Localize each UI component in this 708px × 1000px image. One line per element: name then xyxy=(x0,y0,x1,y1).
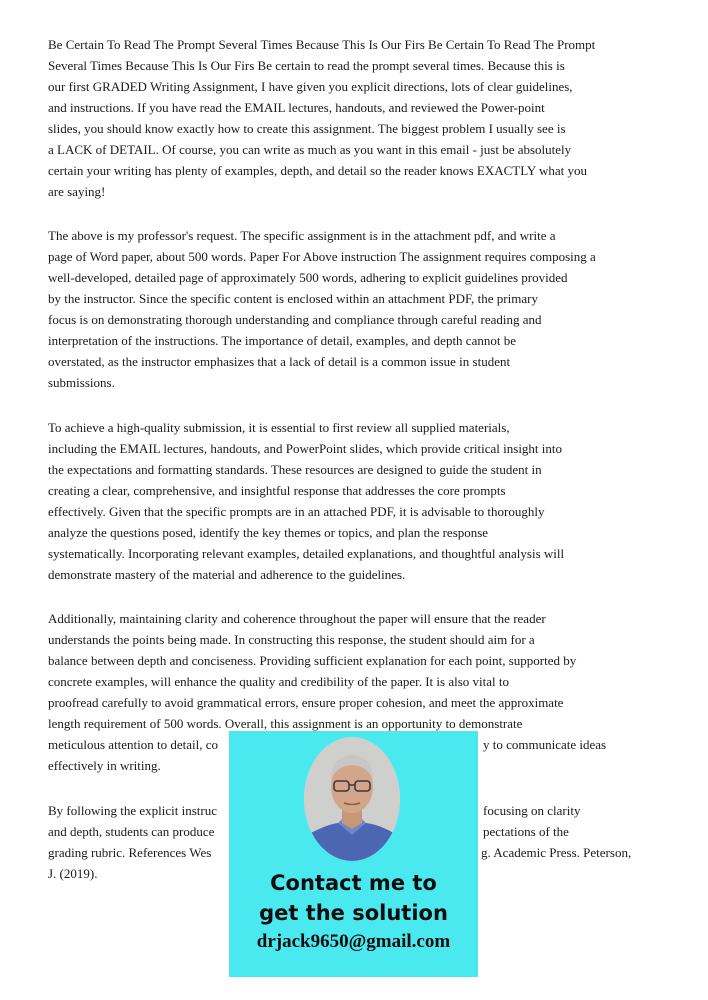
text-line: creating a clear, comprehensive, and insightful response that addresses the core prompts xyxy=(48,483,506,498)
text-line: interpretation of the instructions. The importance of detail, examples, and depth cannot be xyxy=(48,333,516,348)
text-line: By following the explicit instruc xyxy=(48,803,217,818)
text-line: understands the points being made. In constructing this response, the student should aim for a xyxy=(48,632,535,647)
text-line: proofread carefully to avoid grammatical errors, ensure proper cohesion, and meet the approximate xyxy=(48,695,564,710)
text-line: meticulous attention to detail, co xyxy=(48,737,219,752)
text-line: To achieve a high-quality submission, it is essential to first review all supplied materials, xyxy=(48,420,510,435)
text-line: focus is on demonstrating thorough understanding and compliance through careful reading and xyxy=(48,312,542,327)
text-line: certain your writing has plenty of examples, depth, and detail so the reader knows EXACTLY what you xyxy=(48,163,588,178)
text-line: well-developed, detailed page of approximately 500 words, adhering to explicit guidelines provided xyxy=(48,270,568,285)
text-line: Additionally, maintaining clarity and coherence throughout the paper will ensure that the reader xyxy=(48,611,546,626)
text-fragment: focusing on clarity xyxy=(483,803,581,818)
text-line: analyze the questions posed, identify the key themes or topics, and plan the response xyxy=(48,525,489,540)
text-line: and instructions. If you have read the EMAIL lectures, handouts, and reviewed the Power-point xyxy=(48,100,545,115)
ad-headline-line1: Contact me to xyxy=(270,871,437,895)
text-line: overstated, as the instructor emphasizes that a lack of detail is a common issue in student xyxy=(48,354,511,369)
text-line: effectively. Given that the specific prompts are in an attached PDF, it is advisable to thoroughly xyxy=(48,504,545,519)
text-line: by the instructor. Since the specific content is enclosed within an attachment PDF, the primary xyxy=(48,291,538,306)
text-line: submissions. xyxy=(48,375,115,390)
text-line: Several Times Because This Is Our Firs Be certain to read the prompt several times. Because this is xyxy=(48,58,565,73)
text-line: concrete examples, will enhance the quality and credibility of the paper. It is also vital to xyxy=(48,674,509,689)
text-fragment: g. Academic Press. Peterson, xyxy=(481,845,632,860)
text-line: page of Word paper, about 500 words. Paper For Above instruction The assignment requires composing a xyxy=(48,249,596,264)
text-line: slides, you should know exactly how to create this assignment. The biggest problem I usually see is xyxy=(48,121,566,136)
text-line: systematically. Incorporating relevant examples, detailed explanations, and thoughtful analysis will xyxy=(48,546,565,561)
text-line: and depth, students can produce xyxy=(48,824,215,839)
text-line: our first GRADED Writing Assignment, I have given you explicit directions, lots of clear guidelines, xyxy=(48,79,573,94)
person-photo-illustration xyxy=(304,737,400,861)
text-line: are saying! xyxy=(48,184,106,199)
text-line: the expectations and formatting standards. These resources are designed to guide the student in xyxy=(48,462,542,477)
text-line: demonstrate mastery of the material and adherence to the guidelines. xyxy=(48,567,406,582)
text-line: length requirement of 500 words. Overall, this assignment is an opportunity to demonstrate xyxy=(48,716,523,731)
text-fragment: y to communicate ideas xyxy=(483,737,607,752)
text-line: Be Certain To Read The Prompt Several Times Because This Is Our Firs Be Certain To Read The Prompt xyxy=(48,37,596,52)
contact-email-link[interactable]: drjack9650@gmail.com xyxy=(256,931,451,952)
ad-headline-line2: get the solution xyxy=(259,901,448,925)
contact-ad-banner[interactable] xyxy=(229,731,478,977)
text-line: including the EMAIL lectures, handouts, and PowerPoint slides, which provide critical insight into xyxy=(48,441,563,456)
text-fragment: pectations of the xyxy=(483,824,569,839)
text-line: a LACK of DETAIL. Of course, you can write as much as you want in this email - just be absolutely xyxy=(48,142,572,157)
text-line: balance between depth and conciseness. Providing sufficient explanation for each point, supported by xyxy=(48,653,577,668)
text-line: grading rubric. References Wes xyxy=(48,845,212,860)
person-photo xyxy=(304,737,400,861)
text-line: J. (2019). xyxy=(48,866,98,881)
text-line: The above is my professor's request. The specific assignment is in the attachment pdf, and write a xyxy=(48,228,556,243)
text-line: effectively in writing. xyxy=(48,758,161,773)
